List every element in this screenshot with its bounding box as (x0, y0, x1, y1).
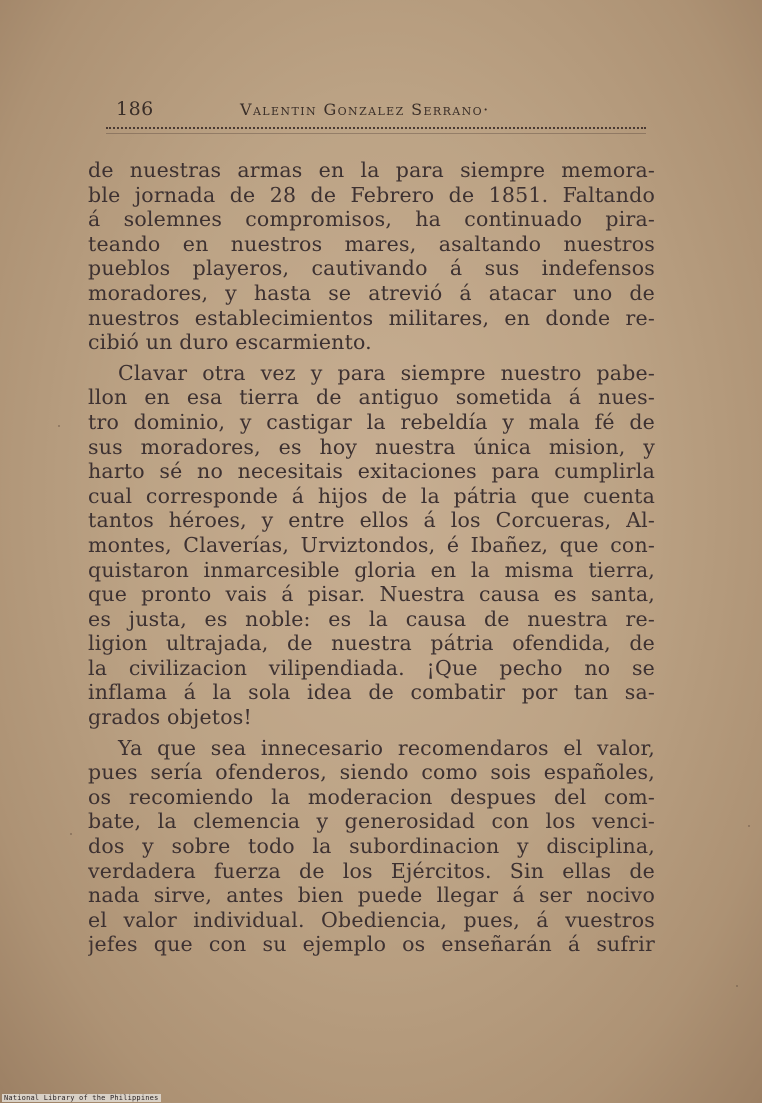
text-line: es justa, es noble: es la causa de nuestra re- (88, 606, 655, 631)
text-line: jefes que con su ejemplo os enseñarán á sufrir (88, 932, 655, 957)
paragraph (88, 158, 655, 355)
running-head: Valentin Gonzalez Serrano· (240, 100, 490, 119)
text-line: verdadera fuerza de los Ejércitos. Sin ellas de (88, 858, 655, 883)
page-header (116, 98, 641, 128)
page-number: 186 (116, 98, 154, 120)
paper-speck (736, 985, 738, 987)
text-line: harto sé no necesitais exitaciones para cumplirla (88, 459, 655, 484)
text-line: el valor individual. Obediencia, pues, á vuestros (88, 907, 655, 932)
paper-speck (70, 833, 72, 835)
text-line: moradores, y hasta se atrevió á atacar uno de (88, 280, 655, 305)
text-line: tantos héroes, y entre ellos á los Corcueras, Al- (88, 508, 655, 533)
text-line: pueblos playeros, cautivando á sus indefensos (88, 256, 655, 281)
text-line: cibió un duro escarmiento. (88, 330, 372, 355)
text-line: Ya que sea innecesario recomendaros el valor, (118, 735, 655, 760)
text-line: bate, la clemencia y generosidad con los venci- (88, 809, 655, 834)
library-credit: National Library of the Philippines (4, 1094, 159, 1102)
text-line: montes, Claverías, Urviztondos, é Ibañez, que con- (88, 532, 655, 557)
header-rule (106, 127, 646, 134)
paper-speck (58, 425, 60, 427)
text-line: grados objetos! (88, 705, 252, 730)
text-line: llon en esa tierra de antiguo sometida á nues- (88, 385, 655, 410)
text-line: ligion ultrajada, de nuestra pátria ofendida, de (88, 631, 655, 656)
text-line: inflama á la sola idea de combatir por tan sa- (88, 680, 655, 705)
text-line: cual corresponde á hijos de la pátria que cuenta (88, 483, 655, 508)
text-line: Clavar otra vez y para siempre nuestro pabe- (118, 360, 655, 385)
text-line: la civilizacion vilipendiada. ¡Que pecho no se (88, 655, 655, 680)
text-line: teando en nuestros mares, asaltando nuestros (88, 231, 655, 256)
text-line: nuestros establecimientos militares, en donde re- (88, 305, 655, 330)
body-text (88, 158, 655, 957)
text-line: de nuestras armas en la para siempre memora- (88, 158, 655, 182)
paper-speck (748, 825, 750, 827)
text-line: dos y sobre todo la subordinacion y disciplina, (88, 834, 655, 859)
text-line: que pronto vais á pisar. Nuestra causa es santa, (88, 582, 655, 607)
text-line: pues sería ofenderos, siendo como sois españoles, (88, 760, 655, 785)
text-line: os recomiendo la moderacion despues del com- (88, 784, 655, 809)
text-line: nada sirve, antes bien puede llegar á ser nocivo (88, 883, 655, 908)
text-line: sus moradores, es hoy nuestra única mision, y (88, 434, 655, 459)
text-line: ble jornada de 28 de Febrero de 1851. Faltando (88, 182, 655, 207)
paragraph (88, 736, 655, 957)
text-line: quistaron inmarcesible gloria en la misma tierra, (88, 557, 655, 582)
paragraph (88, 361, 655, 730)
text-line: tro dominio, y castigar la rebeldía y mala fé de (88, 409, 655, 434)
text-line: á solemnes compromisos, ha continuado pira- (88, 207, 655, 232)
